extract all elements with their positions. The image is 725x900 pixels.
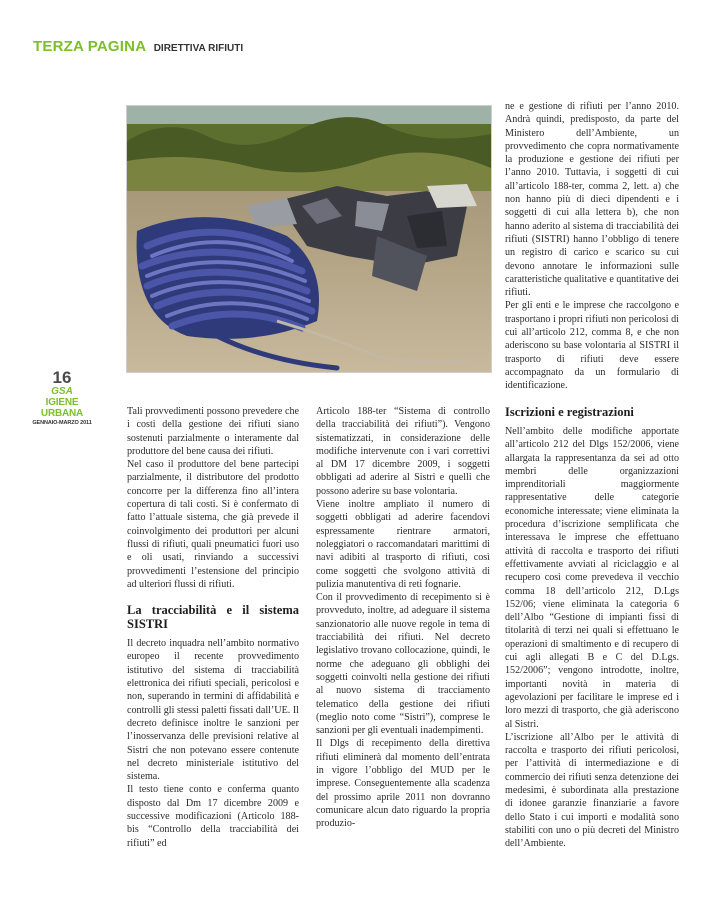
paragraph: Per gli enti e le imprese che raccolgono e trasportano i propri rifiuti non pericolosi di cui all’articolo 212, comma 8, e che non aderiscono su base volontaria al SISTRI il trasporto di rifiuti deve essere accompagnato da un formulario di identificazione. [505, 300, 679, 392]
landfill-photo [126, 105, 492, 373]
page-number: 16 [52, 368, 72, 387]
column-2 [316, 405, 490, 831]
paragraph: Il testo tiene conto e conferma quanto disposto dal Dm 17 dicembre 2009 e successive modificazioni (Articolo 188-bis “Controllo della tracciabilità dei rifiuti” ed [127, 784, 299, 849]
section-heading: Iscrizioni e registrazioni [505, 405, 634, 419]
page-header [33, 38, 243, 56]
issue-date: GENNAIO-MARZO 2011 [32, 420, 92, 426]
paragraph: Nell’ambito delle modifiche apportate all’articolo 212 del Dlgs 152/2006, viene allargata la rappresentanza da sei ad otto membri delle organizzazioni imprenditoriali maggiormente rappresentative delle categorie economiche interessate; viene eliminata la procedura d’iscrizione semplificata che interessava le imprese che effettuano attività di raccolta e trasporto dei rifiuti effettivamente avviati al riciclaggio e al recupero così come prevedeva il vecchio comma 18 dell’articolo 212, D.Lgs 152/06; viene eliminata la categoria 6 dell’Albo “Gestione di impianti fissi di titolarità di terzi nei quali si effettuano le operazioni di smaltimento e di recupero di cui agli allegati B e C del D.Lgs. 152/2006”; vengono introdotte, inoltre, importanti novità in materia di agevolazioni per facilitare le imprese ed i loro mezzi di trasporto, che già aderiscono al Sistri. [505, 426, 679, 730]
section-subtitle: DIRETTIVA RIFIUTI [153, 43, 244, 54]
brand-logo: GSA [51, 386, 73, 397]
paragraph: Tali provvedimenti possono prevedere che i costi della gestione dei rifiuti siano sostenuti parzialmente o interamente dal produttore del bene causa dei rifiuti. [127, 406, 299, 457]
paragraph: Articolo 188-ter “Sistema di controllo della tracciabilità dei rifiuti”). Vengono sistematizzati, in considerazione delle modifiche intervenute con i vari correttivi al DM 17 dicembre 2009, i soggetti obbligati ad aderire al Sistri e quelli che possono aderire su base volontaria. [316, 406, 490, 497]
paragraph: L’iscrizione all’Albo per le attività di raccolta e trasporto dei rifiuti pericolosi, per l’attività di intermediazione e di commercio dei rifiuti senza detenzione dei medesimi, è subordinata alla prestazione di idonee garanzie finanziarie a favore dello Stato i cui importi e modalità sono stabiliti con uno o più decreti del Ministro dell’Ambiente. [505, 731, 679, 850]
section-heading: La tracciabilità e il sistema SISTRI [127, 603, 299, 632]
landfill-photo-illustration [127, 106, 491, 372]
paragraph: ne e gestione di rifiuti per l’anno 2010. Andrà quindi, predisposto, da parte del Ministero dell’Ambiente, un provvedimento che copra normativamente la produzione e gestione dei rifiuti per l’anno 2010. Tuttavia, i soggetti di cui all’articolo 188-ter, comma 2, lett. a) che non hanno più di dieci dipendenti e i soggetti di cui alla lettera b), che non hanno aderito al sistema di tracciabilità dei rifiuti (SISTRI) hanno l’obbligo di tenere un registro di carico e scarico su cui devono annotare le informazioni sulle caratteristiche qualitative e quantitative dei rifiuti. [505, 101, 679, 299]
paragraph: Il decreto inquadra nell’ambito normativo europeo il recente provvedimento istitutivo del sistema di tracciabilità elettronica dei rifiuti speciali, pericolosi e non, superando in termini di affidabilità e controlli gli stessi paletti fissati dall’UE. Il decreto definisce inoltre le sanzioni per l’inosservanza delle previsioni relative al Sistri che non potevano essere contenute nel decreto ministeriale istitutivo del sistema. [127, 638, 299, 783]
paragraph: Il Dlgs di recepimento della direttiva rifiuti eliminerà dal momento dell’entrata in vigore l’obbligo del MUD per le imprese. Conseguentemente alla scadenza del prossimo aprile 2011 non dovranno comunicare alcun dato riguardo la propria produzio- [316, 738, 490, 830]
folio-box [28, 369, 96, 427]
paragraph: Nel caso il produttore del bene partecipi parzialmente, il distributore del prodotto concorre per la differenza fino all’intera copertura di tali costi. Si è confermato di fatto l’attuale sistema, che già prevede il coinvolgimento dei produttori per alcuni flussi di rifiuti, quali pneumatici fuori uso e oli usati, rinviando a successivi provvedimenti l’estensione del principio ad ulteriori flussi di rifiuti. [127, 459, 299, 590]
column-3-top [505, 100, 679, 393]
magazine-name: IGIENE URBANA [40, 397, 84, 419]
column-3-bottom [505, 405, 679, 851]
paragraph: Viene inoltre ampliato il numero di soggetti obbligati ad aderire facendovi espressamente rientrare armatori, noleggiatori o raccomandatari marittimi di navi adibiti al trasporto di rifiuti, così come soggetti che svolgono attività di pulizia manutentiva di reti fognarie. [316, 499, 490, 590]
section-title: TERZA PAGINA [33, 38, 147, 55]
paragraph: Con il provvedimento di recepimento si è provveduto, inoltre, ad adeguare il sistema sanzionatorio alle nuove regole in tema di tracciabilità dei rifiuti. Nel decreto legislativo trovano collocazione, quindi, le norme che adeguano gli obblighi dei soggetti coinvolti nella gestione dei rifiuti al nuovo sistema di tracciamento telematico della gestione dei rifiuti (meglio noto come “Sistri”), comprese le sanzioni per gli eventuali inadempimenti. [316, 592, 490, 737]
column-1 [127, 405, 299, 850]
